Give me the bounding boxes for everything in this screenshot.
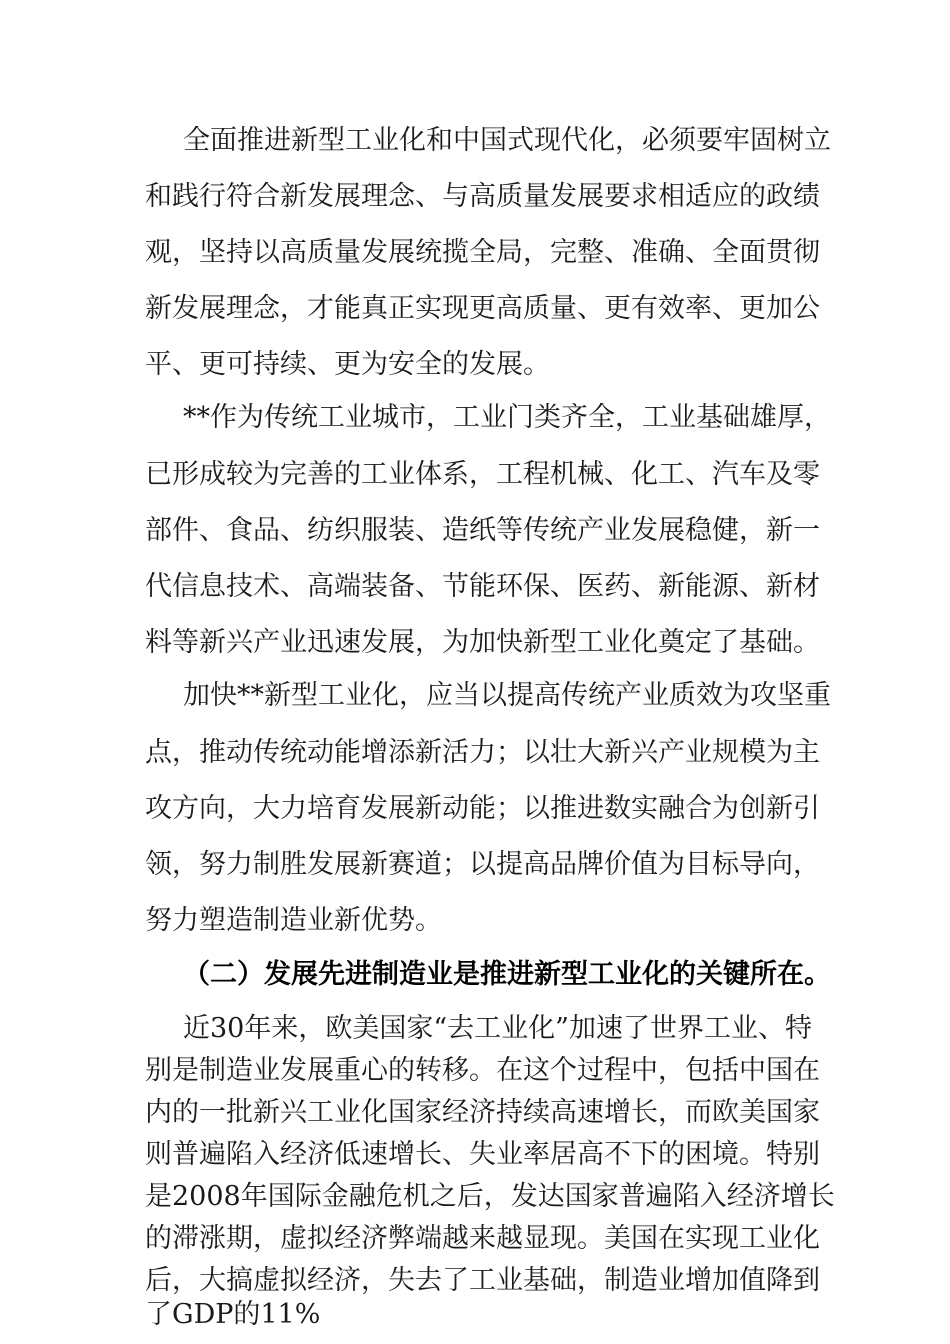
paragraph-4-line-4: 则普遍陷入经济低速增长、失业率居高不下的困境。特别 xyxy=(145,1139,820,1170)
paragraph-3-line-4: 领，努力制胜发展新赛道；以提高品牌价值为目标导向， xyxy=(145,849,820,880)
paragraph-3-line-1: 加快**新型工业化，应当以提高传统产业质效为攻坚重 xyxy=(183,680,831,711)
paragraph-2-line-4: 代信息技术、高端装备、节能环保、医药、新能源、新材 xyxy=(145,571,820,602)
paragraph-4-line-1: 近30年来，欧美国家“去工业化”加速了世界工业、特 xyxy=(183,1013,812,1044)
paragraph-1-line-2: 和践行符合新发展理念、与高质量发展要求相适应的政绩 xyxy=(145,181,820,212)
paragraph-3-line-3: 攻方向，大力培育发展新动能；以推进数实融合为创新引 xyxy=(145,793,820,824)
paragraph-2-line-5: 料等新兴产业迅速发展，为加快新型工业化奠定了基础。 xyxy=(145,627,820,658)
paragraph-2-line-3: 部件、食品、纺织服装、造纸等传统产业发展稳健，新一 xyxy=(145,515,820,546)
paragraph-4-line-5: 是2008年国际金融危机之后，发达国家普遍陷入经济增长 xyxy=(145,1181,835,1212)
paragraph-4-line-8: 了GDP的11% xyxy=(145,1299,321,1330)
paragraph-2-line-1: **作为传统工业城市，工业门类齐全，工业基础雄厚， xyxy=(183,402,831,433)
paragraph-1-line-4: 新发展理念，才能真正实现更高质量、更有效率、更加公 xyxy=(145,293,820,324)
paragraph-1-line-3: 观，坚持以高质量发展统揽全局，完整、准确、全面贯彻 xyxy=(145,237,820,268)
paragraph-4-line-3: 内的一批新兴工业化国家经济持续高速增长，而欧美国家 xyxy=(145,1097,820,1128)
paragraph-2-line-2: 已形成较为完善的工业体系，工程机械、化工、汽车及零 xyxy=(145,459,820,490)
paragraph-4-line-2: 别是制造业发展重心的转移。在这个过程中，包括中国在 xyxy=(145,1055,820,1086)
paragraph-3-line-5: 努力塑造制造业新优势。 xyxy=(145,905,442,936)
section-heading: （二）发展先进制造业是推进新型工业化的关键所在。 xyxy=(183,959,831,990)
paragraph-1-line-5: 平、更可持续、更为安全的发展。 xyxy=(145,349,550,380)
paragraph-4-line-7: 后，大搞虚拟经济，失去了工业基础，制造业增加值降到 xyxy=(145,1265,820,1296)
paragraph-3-line-2: 点，推动传统动能增添新活力；以壮大新兴产业规模为主 xyxy=(145,737,820,768)
paragraph-1-line-1: 全面推进新型工业化和中国式现代化，必须要牢固树立 xyxy=(183,125,831,156)
paragraph-4-line-6: 的滞涨期，虚拟经济弊端越来越显现。美国在实现工业化 xyxy=(145,1223,820,1254)
